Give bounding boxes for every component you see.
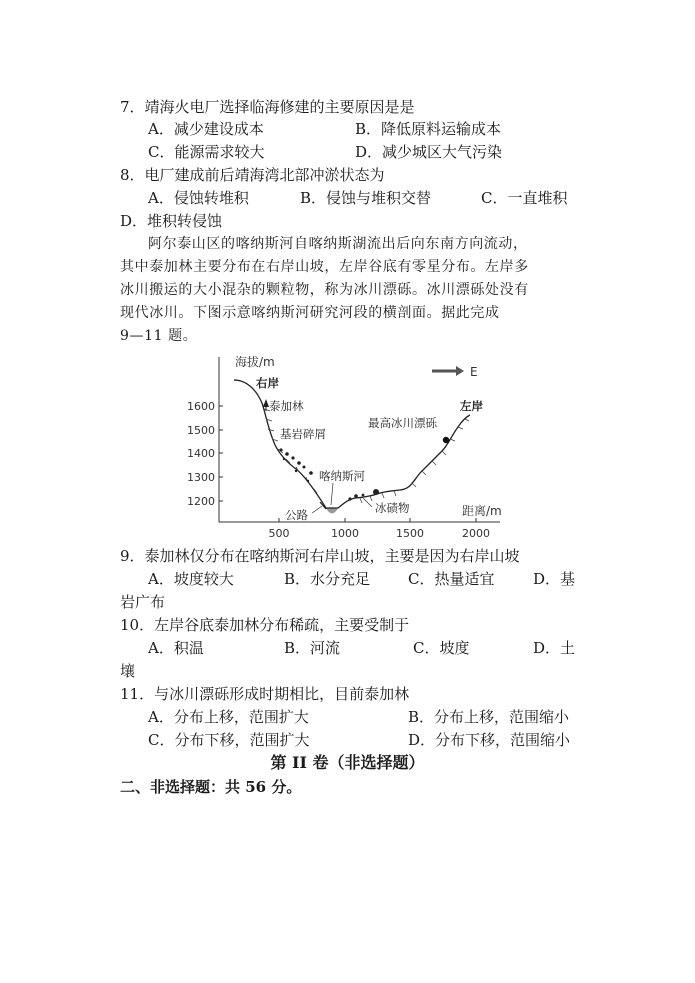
label-kanas-river: 喀纳斯河 (319, 469, 365, 483)
passage-line: 9—11 题。 (120, 328, 198, 344)
highest-boulder-marker (443, 437, 449, 443)
passage-line: 其中泰加林主要分布在右岸山坡，左岸谷底有零星分布。左岸多 (120, 259, 529, 275)
y-tick-label: 1300 (187, 471, 215, 484)
y-tick-label: 1600 (187, 400, 215, 413)
x-axis-title: 距离/m (462, 504, 502, 518)
q8-option-c: C．一直堆积 (481, 189, 568, 207)
volume-ii-title: 第 II 卷（非选择题） (270, 753, 425, 772)
q9-option-b: B．水分充足 (284, 570, 371, 588)
passage-line: 现代冰川。下图示意喀纳斯河研究河段的横剖面。据此完成 (120, 305, 500, 321)
q7-option-c: C．能源需求较大 (148, 143, 265, 161)
q11-option-a: A．分布上移，范围扩大 (148, 708, 309, 726)
q10-option-d-wrap: 壤 (120, 662, 136, 680)
river-water (326, 508, 338, 514)
x-tick-label: 2000 (462, 527, 490, 540)
cross-section-figure (180, 347, 520, 547)
q10-option-b: B．河流 (284, 639, 341, 657)
q7-option-b: B．降低原料运输成本 (355, 120, 502, 138)
q8-option-b: B．侵蚀与堆积交替 (300, 189, 432, 207)
q9-option-c: C．热量适宜 (408, 570, 495, 588)
label-road: 公路 (285, 508, 308, 522)
q10-stem: 10．左岸谷底泰加林分布稀疏，主要受制于 (120, 616, 410, 634)
label-moraine: 冰碛物 (375, 501, 410, 515)
q9-option-d-wrap: 岩广布 (120, 593, 166, 611)
label-bedrock-debris: 基岩碎屑 (280, 427, 326, 441)
q10-option-c: C．坡度 (413, 639, 470, 657)
y-tick-label: 1500 (187, 424, 215, 437)
x-tick-label: 1000 (331, 527, 359, 540)
passage-line: 阿尔泰山区的喀纳斯河自喀纳斯湖流出后向东南方向流动， (148, 236, 528, 252)
taiga-hatch (264, 409, 317, 493)
y-tick-label: 1200 (187, 495, 215, 508)
q7-option-d: D．减少城区大气污染 (355, 143, 503, 161)
q10-option-a: A．积温 (148, 639, 204, 657)
q11-option-b: B．分布上移，范围缩小 (408, 708, 570, 726)
x-tick-label: 1500 (396, 527, 424, 540)
q8-option-d: D．堆积转侵蚀 (120, 212, 223, 230)
label-taiga: 泰加林 (269, 399, 304, 413)
q11-stem: 11．与冰川漂砾形成时期相比，目前泰加林 (120, 685, 410, 703)
q7-stem: 7．靖海火电厂选择临海修建的主要原因是是 (120, 98, 415, 116)
bedrock-debris-dots (279, 448, 312, 482)
section-ii-heading: 二、非选择题：共 56 分。 (120, 778, 302, 796)
y-tick-label: 1400 (187, 447, 215, 460)
q9-option-d: D．基 (533, 570, 576, 588)
east-arrow-icon (432, 366, 464, 376)
y-axis-title: 海拔/m (235, 355, 275, 369)
reading-passage (120, 233, 580, 348)
q11-option-c: C．分布下移，范围扩大 (148, 731, 310, 749)
q9-option-a: A．坡度较大 (148, 570, 234, 588)
q9-stem: 9．泰加林仅分布在喀纳斯河右岸山坡，主要是因为右岸山坡 (120, 547, 520, 565)
q8-option-a: A．侵蚀转堆积 (148, 189, 249, 207)
q7-option-a: A．减少建设成本 (148, 120, 264, 138)
label-right-bank: 右岸 (256, 376, 279, 390)
q8-stem: 8．电厂建成前后靖海湾北部冲淤状态为 (120, 166, 385, 184)
label-left-bank: 左岸 (460, 399, 483, 413)
direction-label: E (470, 365, 478, 379)
x-tick-label: 500 (268, 527, 290, 540)
label-highest-boulder: 最高冰川漂砾 (368, 416, 437, 430)
q11-option-d: D．分布下移，范围缩小 (408, 731, 571, 749)
passage-line: 冰川搬运的大小混杂的颗粒物，称为冰川漂砾。冰川漂砾处没有 (120, 282, 529, 298)
q10-option-d: D．土 (533, 639, 576, 657)
leader-lines (312, 483, 372, 513)
